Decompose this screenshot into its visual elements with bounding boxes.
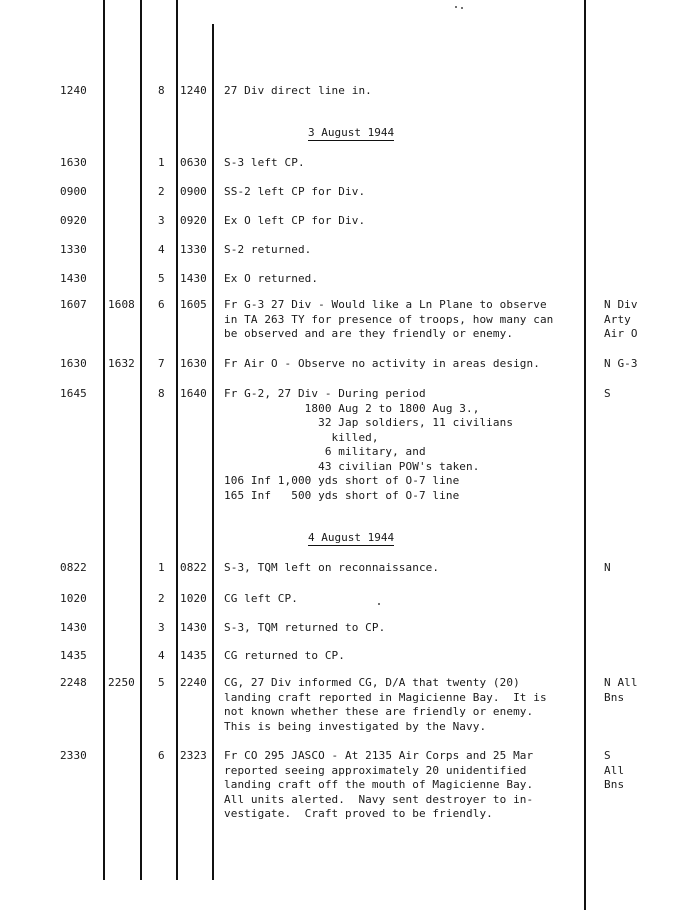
time-out: 2250 <box>108 676 135 689</box>
message-text-line: CG, 27 Div informed CG, D/A that twenty (20) <box>224 676 520 689</box>
time-of-message: 1430 <box>180 621 207 634</box>
time-in: 2330 <box>60 749 87 762</box>
time-in: 1645 <box>60 387 87 400</box>
disposition: N G-3 <box>604 357 638 370</box>
time-in: 0822 <box>60 561 87 574</box>
message-text-line: S-3, TQM returned to CP. <box>224 621 386 634</box>
message-text-line: 43 civilian POW's taken. <box>224 459 480 473</box>
time-in: 1330 <box>60 243 87 256</box>
message-text-line: not known whether these are friendly or enemy. <box>224 705 534 718</box>
message-text-line: be observed and are they friendly or enemy. <box>224 327 514 340</box>
message-text-line: landing craft off the mouth of Magicienne Bay. <box>224 778 534 791</box>
disposition: N All <box>604 676 638 689</box>
time-in: 1430 <box>60 621 87 634</box>
time-of-message: 1630 <box>180 357 207 370</box>
serial-number: 6 <box>158 749 165 762</box>
serial-number: 8 <box>158 84 165 97</box>
serial-number: 7 <box>158 357 165 370</box>
message-text-line: 6 military, and <box>224 445 426 458</box>
message-text-line: Fr G-2, 27 Div - During period <box>224 387 426 400</box>
time-of-message: 1330 <box>180 243 207 256</box>
disposition: N Div <box>604 298 638 311</box>
message-text-line: Ex O left CP for Div. <box>224 214 366 227</box>
serial-number: 1 <box>158 561 165 574</box>
disposition: Bns <box>604 690 625 704</box>
time-in: 1630 <box>60 357 87 370</box>
time-in: 1240 <box>60 84 87 97</box>
time-in: 1020 <box>60 592 87 605</box>
message-text-line: S-2 returned. <box>224 243 312 256</box>
section-date-heading: 3 August 1944 <box>308 126 395 139</box>
serial-number: 2 <box>158 592 165 605</box>
message-text-line: All units alerted. Navy sent destroyer to in- <box>224 792 534 806</box>
disposition: S <box>604 387 611 400</box>
message-text-line: landing craft reported in Magicienne Bay. It is <box>224 690 547 704</box>
message-text-line: S-3 left CP. <box>224 156 305 169</box>
time-of-message: 0920 <box>180 214 207 227</box>
time-in: 2248 <box>60 676 87 689</box>
serial-number: 6 <box>158 298 165 311</box>
message-text-line: Ex O returned. <box>224 272 319 285</box>
column-rule <box>212 24 214 880</box>
time-of-message: 2240 <box>180 676 207 689</box>
message-text-line: 165 Inf 500 yds short of O-7 line <box>224 488 460 502</box>
time-of-message: 0822 <box>180 561 207 574</box>
paper-speck <box>461 7 463 9</box>
serial-number: 1 <box>158 156 165 169</box>
time-in: 1435 <box>60 649 87 662</box>
serial-number: 2 <box>158 185 165 198</box>
disposition: Bns <box>604 778 625 791</box>
column-rule <box>176 0 178 880</box>
time-of-message: 2323 <box>180 749 207 762</box>
message-text-line: killed, <box>224 430 379 444</box>
serial-number: 4 <box>158 243 165 256</box>
disposition: Air O <box>604 327 638 340</box>
message-text-line: SS-2 left CP for Div. <box>224 185 366 198</box>
time-of-message: 1640 <box>180 387 207 400</box>
message-text-line: Fr G-3 27 Div - Would like a Ln Plane to observe <box>224 298 547 311</box>
time-of-message: 1020 <box>180 592 207 605</box>
message-text-line: Fr CO 295 JASCO - At 2135 Air Corps and 25 Mar <box>224 749 534 762</box>
time-in: 1607 <box>60 298 87 311</box>
message-text-line: CG returned to CP. <box>224 649 346 662</box>
time-of-message: 0630 <box>180 156 207 169</box>
serial-number: 3 <box>158 214 165 227</box>
time-of-message: 1435 <box>180 649 207 662</box>
time-in: 1630 <box>60 156 87 169</box>
paper-speck <box>455 6 457 8</box>
message-text-line: reported seeing approximately 20 unidentified <box>224 763 527 777</box>
message-text-line: 32 Jap soldiers, 11 civilians <box>224 416 514 429</box>
disposition: Arty <box>604 312 631 326</box>
section-date-heading: 4 August 1944 <box>308 531 395 544</box>
time-in: 0920 <box>60 214 87 227</box>
column-rule <box>103 0 105 880</box>
column-rule <box>140 0 142 880</box>
time-in: 1430 <box>60 272 87 285</box>
message-text-line: 27 Div direct line in. <box>224 84 372 97</box>
time-of-message: 1605 <box>180 298 207 311</box>
message-text-line: vestigate. Craft proved to be friendly. <box>224 807 493 820</box>
message-text-line: 106 Inf 1,000 yds short of O-7 line <box>224 474 460 487</box>
time-in: 0900 <box>60 185 87 198</box>
message-text-line: This is being investigated by the Navy. <box>224 719 487 733</box>
message-text-line: Fr Air O - Observe no activity in areas design. <box>224 357 540 370</box>
disposition: S <box>604 749 611 762</box>
column-rule <box>584 0 586 910</box>
time-out: 1632 <box>108 357 135 370</box>
paper-speck <box>378 603 380 605</box>
disposition: N <box>604 561 611 574</box>
serial-number: 5 <box>158 676 165 689</box>
message-text-line: in TA 263 TY for presence of troops, how many can <box>224 312 554 326</box>
serial-number: 5 <box>158 272 165 285</box>
time-of-message: 1240 <box>180 84 207 97</box>
serial-number: 3 <box>158 621 165 634</box>
message-text-line: CG left CP. <box>224 592 298 605</box>
message-text-line: 1800 Aug 2 to 1800 Aug 3., <box>224 401 480 415</box>
serial-number: 4 <box>158 649 165 662</box>
time-out: 1608 <box>108 298 135 311</box>
disposition: All <box>604 763 625 777</box>
time-of-message: 1430 <box>180 272 207 285</box>
time-of-message: 0900 <box>180 185 207 198</box>
serial-number: 8 <box>158 387 165 400</box>
message-text-line: S-3, TQM left on reconnaissance. <box>224 561 440 574</box>
